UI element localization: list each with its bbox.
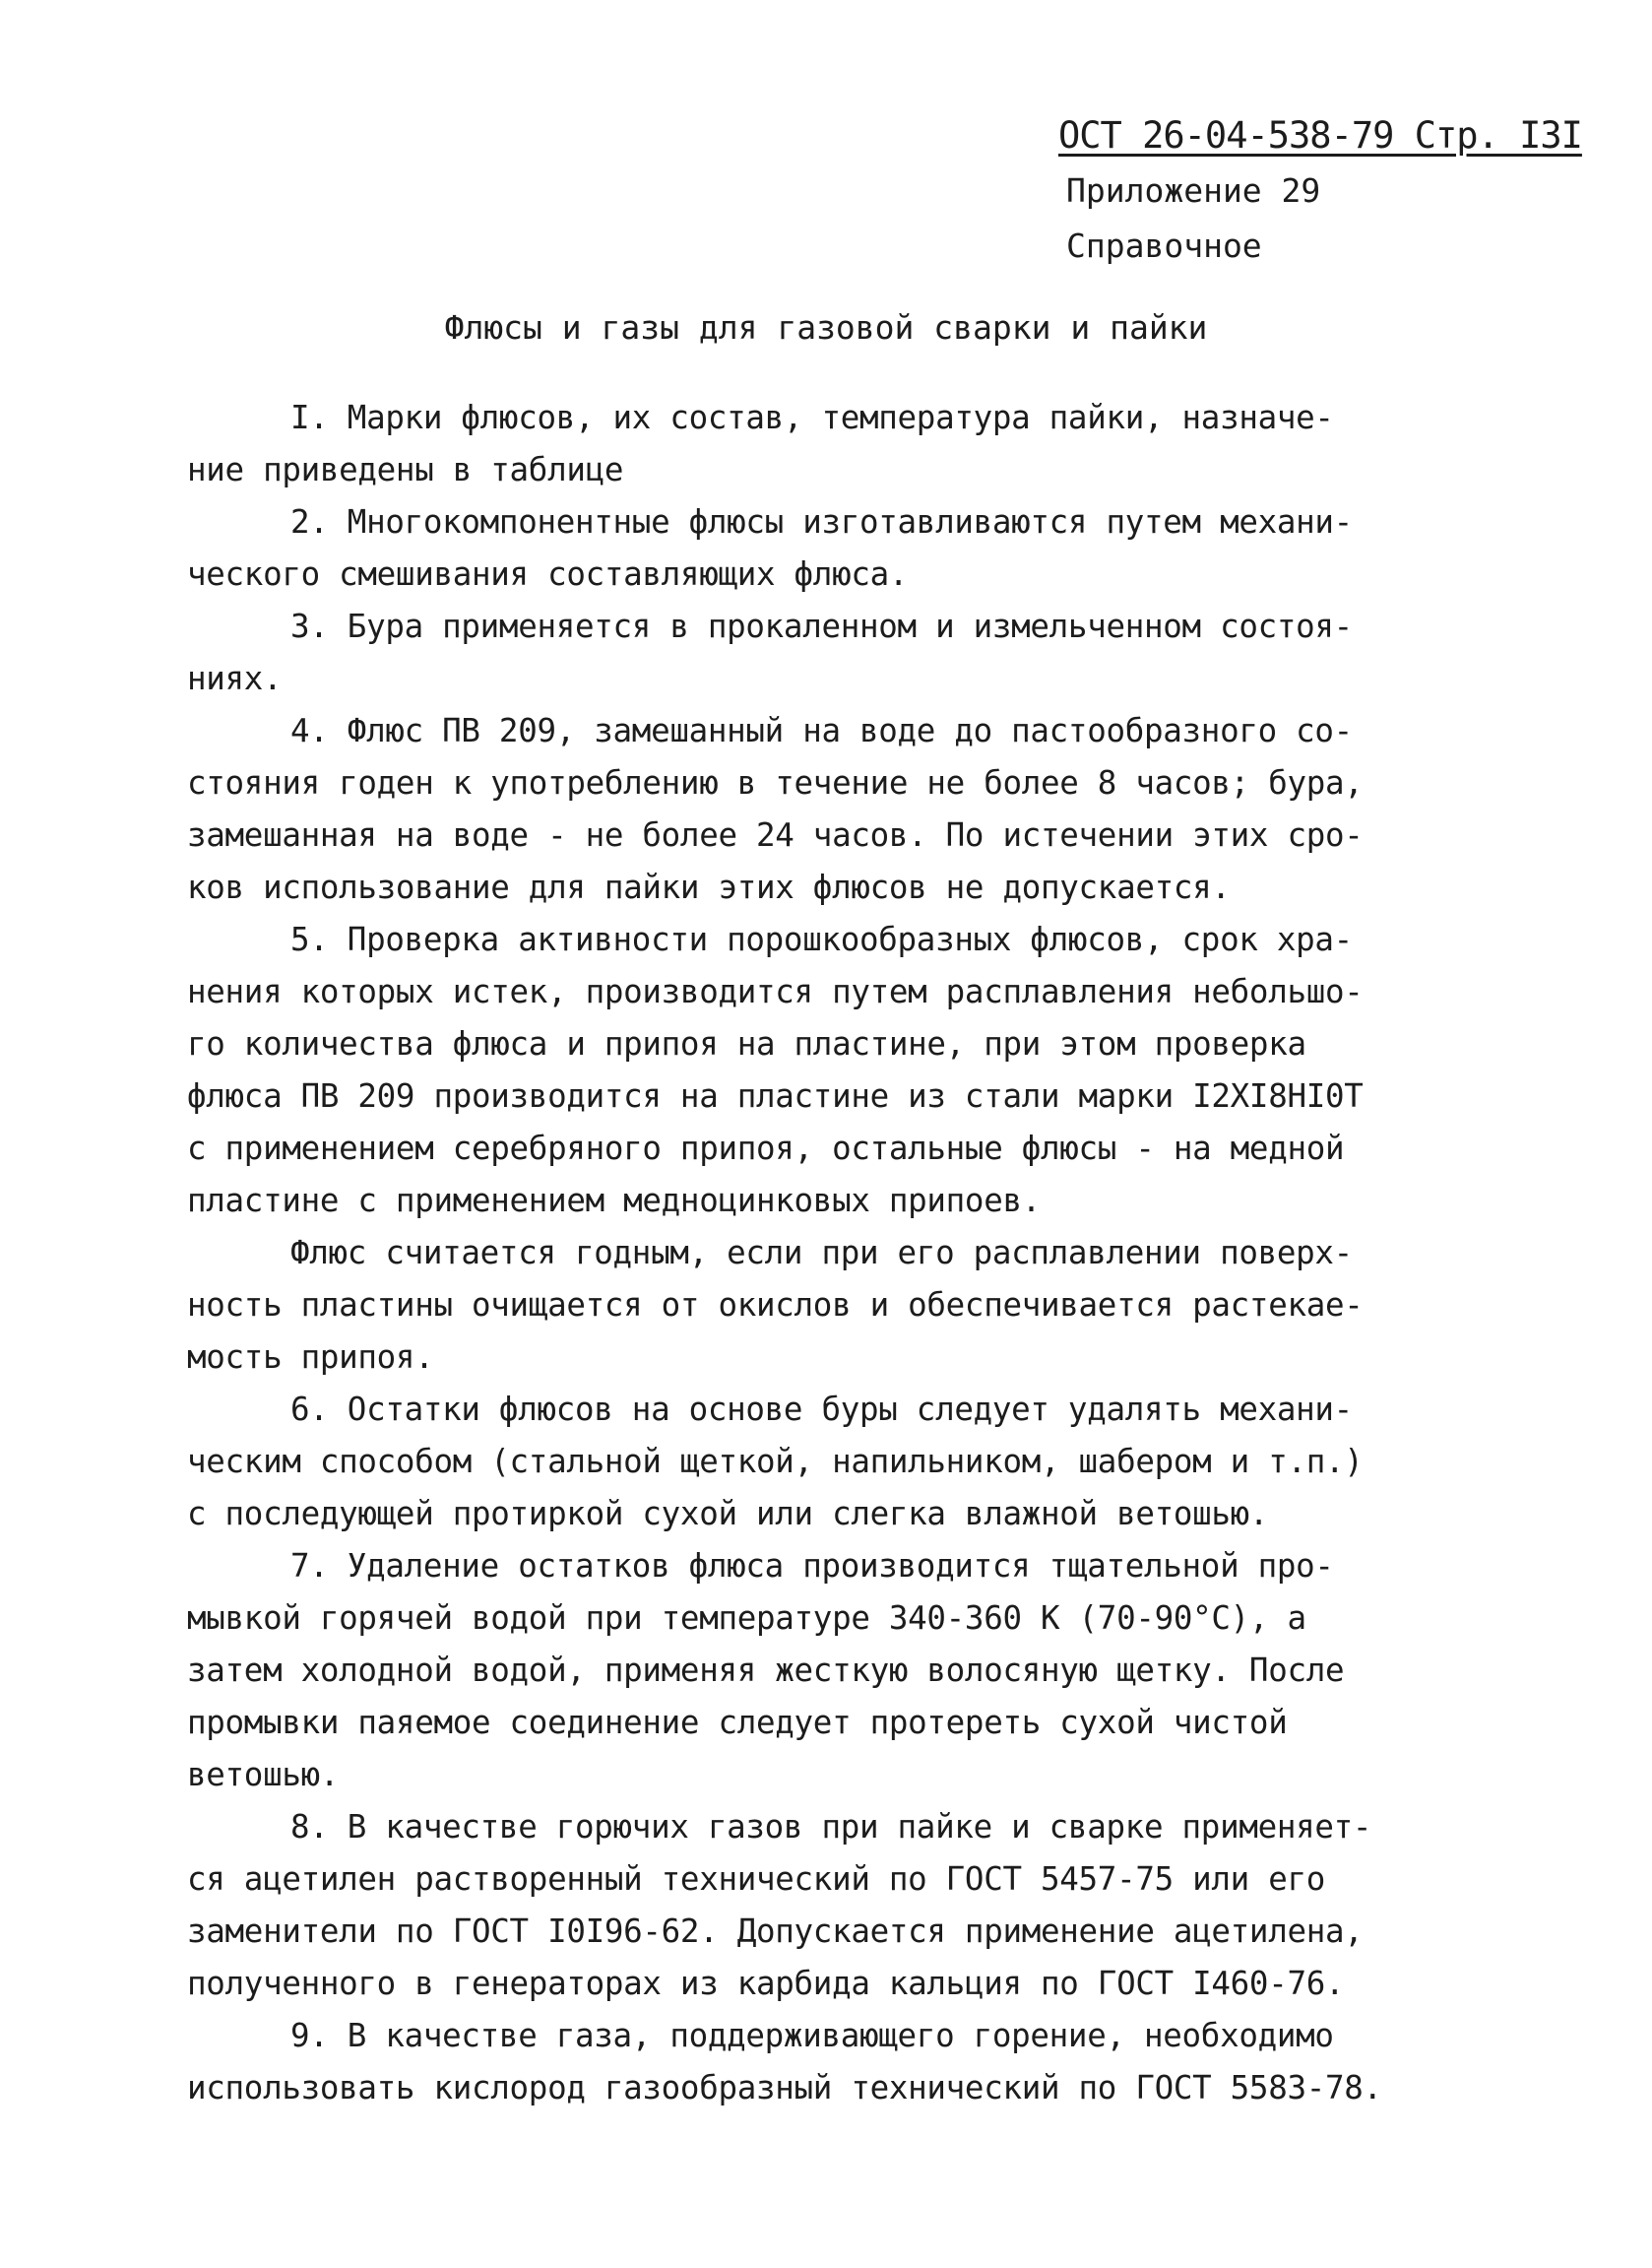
paragraph-line: с последующей протиркой сухой или слегка влажной ветошью. — [187, 1495, 1269, 1532]
paragraph-line: мость припоя. — [187, 1338, 434, 1376]
document-title: Флюсы и газы для газовой сварки и пайки — [444, 308, 1208, 347]
paragraph-line: замешанная на воде - не более 24 часов. По истечении этих сро- — [187, 816, 1364, 854]
paragraph-line: ся ацетилен растворенный технический по ГОСТ 5457-75 или его — [187, 1860, 1325, 1898]
paragraph-first-line: 6. Остатки флюсов на основе буры следует удалять механи- — [290, 1391, 1353, 1428]
paragraph-first-line: 4. Флюс ПВ 209, замешанный на воде до пастообразного со- — [290, 712, 1353, 749]
paragraph-line: стояния годен к употреблению в течение не более 8 часов; бура, — [187, 764, 1364, 802]
paragraph-line: го количества флюса и припоя на пластине, при этом проверка — [187, 1025, 1306, 1063]
paragraph-line: затем холодной водой, применяя жесткую волосяную щетку. После — [187, 1652, 1345, 1689]
paragraph-line: ность пластины очищается от окислов и обеспечивается растекае- — [187, 1286, 1364, 1324]
paragraph-first-line: Флюс считается годным, если при его расплавлении поверх- — [290, 1234, 1353, 1271]
paragraph-first-line: 3. Бура применяется в прокаленном и измельченном состоя- — [290, 608, 1353, 645]
paragraph-first-line: 7. Удаление остатков флюса производится тщательной про- — [290, 1547, 1334, 1585]
appendix-type: Справочное — [1066, 227, 1262, 265]
paragraph-line: ветошью. — [187, 1756, 340, 1793]
body-text — [187, 392, 1496, 2114]
page-header — [1058, 108, 1610, 274]
paragraph-line: пластине с применением медноцинковых припоев. — [187, 1182, 1041, 1219]
document-code: ОСТ 26-04-538-79 Стр. I3I — [1058, 114, 1582, 157]
paragraph-line: с применением серебряного припоя, остальные флюсы - на медной — [187, 1130, 1345, 1167]
paragraph-line: ческим способом (стальной щеткой, напильником, шабером и т.п.) — [187, 1443, 1364, 1480]
paragraph-first-line: 2. Многокомпонентные флюсы изготавливаются путем механи- — [290, 503, 1353, 541]
paragraph-first-line: 8. В качестве горючих газов при пайке и сварке применяет- — [290, 1808, 1372, 1846]
paragraph-first-line: 9. В качестве газа, поддерживающего горение, необходимо — [290, 2017, 1334, 2054]
paragraph-first-line: 5. Проверка активности порошкообразных флюсов, срок хра- — [290, 921, 1353, 958]
paragraph-line: промывки паяемое соединение следует протереть сухой чистой — [187, 1704, 1288, 1741]
paragraph-line: ниях. — [187, 660, 283, 697]
paragraph-line: ческого смешивания составляющих флюса. — [187, 555, 909, 593]
paragraph-line: ков использование для пайки этих флюсов не допускается. — [187, 869, 1231, 906]
paragraph-line: флюса ПВ 209 производится на пластине из стали марки I2XI8HI0T — [187, 1077, 1364, 1115]
paragraph-line: нения которых истек, производится путем расплавления небольшо- — [187, 973, 1364, 1010]
paragraph-line: заменители по ГОСТ I0I96-62. Допускается применение ацетилена, — [187, 1912, 1364, 1950]
paragraph-line: мывкой горячей водой при температуре 340-360 К (70-90°С), а — [187, 1599, 1306, 1637]
paragraph-line: полученного в генераторах из карбида кальция по ГОСТ I460-76. — [187, 1965, 1345, 2002]
paragraph-line: использовать кислород газообразный технический по ГОСТ 5583-78. — [187, 2069, 1382, 2106]
paragraph-first-line: I. Марки флюсов, их состав, температура пайки, назначе- — [290, 399, 1334, 436]
appendix-number: Приложение 29 — [1066, 171, 1321, 210]
paragraph-line: ние приведены в таблице — [187, 451, 624, 488]
